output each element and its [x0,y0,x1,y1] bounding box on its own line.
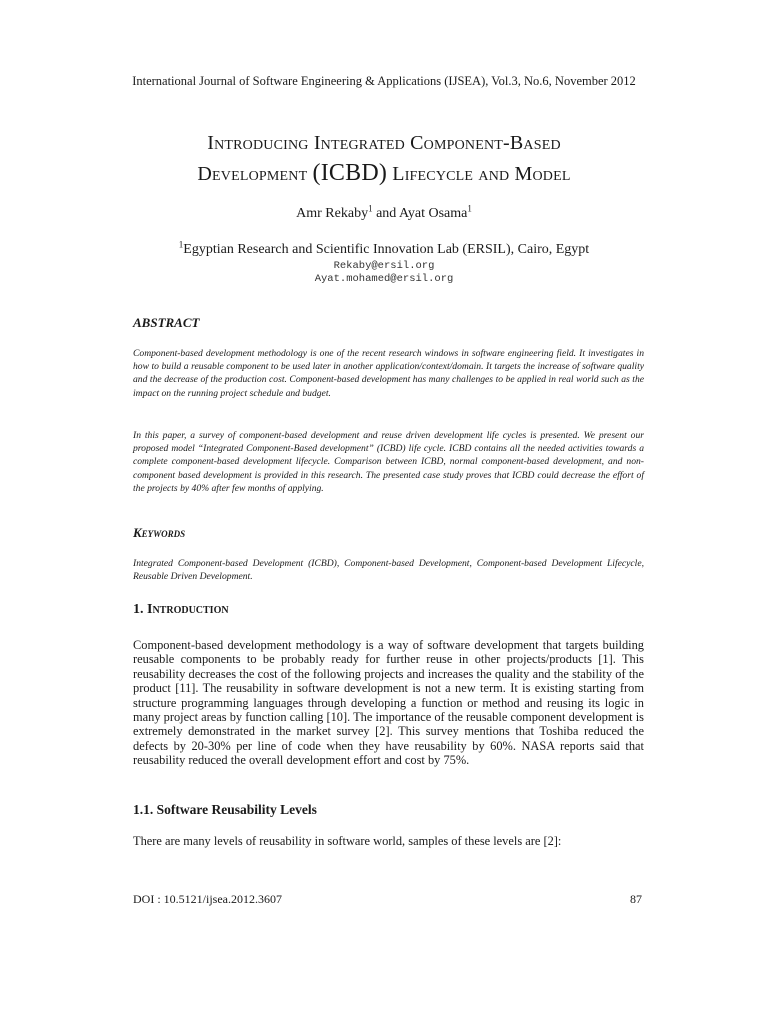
subsection-heading-text: 1.1. Software Reusability Levels [133,802,317,817]
introduction-paragraph: Component-based development methodology is a way of software development that targets building reusable components to be probably ready for further reuse in other projects/products [1]. This reusability decreases the cost of the following projects and increases the quality and the stability of the product [11]. The reusability in software development is not a new term. It is existing starting from structure programming languages through developing a function or method and reusing its logic in many project areas by function calling [10]. The importance of the reusable component development is extremely demonstrated in the market survey [2]. This survey mentions that Toshiba reduced the defects by 20-30% per line of code when they have reusability by 60%. NASA reports said that reusability reduced the overall development effort and cost by 75%. [133,638,644,768]
introduction-heading [133,600,644,618]
subsection-heading [133,801,644,819]
email-author-2[interactable]: Ayat.mohamed@ersil.org [314,273,454,285]
abstract-paragraph-1-block [133,347,644,400]
affiliation-mark: 1 [178,239,184,250]
affiliation-text: Egyptian Research and Scientific Innovation Lab (ERSIL), Cairo, Egypt [183,242,590,257]
abstract-paragraph-1: Component-based development methodology is one of the recent research windows in software engineering field. It investigates in how to build a reusable component to be used later in another application/context/domain. It targets the increase of software quality and the decrease of the production cost. Component-based development has many challenges to be applied in real world such as the impact on the running project schedule and budget. [133,348,644,399]
author-conjunction: and [372,206,400,221]
introduction-number: 1. [133,602,147,617]
keywords-heading-initial: K [133,525,142,540]
abstract-heading-text: ABSTRACT [133,315,200,330]
introduction-heading-initial: I [147,602,153,617]
keywords-text: Integrated Component-based Development (ICBD), Component-based Development, Component-based Development Lifecycle, Reusable Driven Development. [133,558,644,583]
subsection-paragraph-block [133,834,644,848]
keywords-heading-text [133,525,185,540]
affiliation [0,239,768,258]
title-line-2 [0,158,768,189]
running-header: International Journal of Software Engineering & Applications (IJSEA), Vol.3, No.6, November 2012 [132,74,636,88]
keywords-heading-rest: eywords [141,525,186,540]
author-2-affil-mark: 1 [467,203,472,214]
title-line-1: Introducing Integrated Component-Based [207,132,561,154]
footer-page-number: 87 [630,892,642,906]
title-line-2-pre: Development [197,163,313,185]
introduction-paragraph-block [133,638,644,768]
keywords-block [133,557,644,583]
introduction-heading-text [133,602,229,617]
author-list [0,203,768,222]
keywords-heading [133,524,644,542]
author-2: Ayat Osama [399,206,468,221]
abstract-paragraph-2-block [133,429,644,495]
abstract-paragraph-2: In this paper, a survey of component-based development and reuse driven development life cycles is presented. We present our proposed model “Integrated Component-Based development” (ICBD) life cycle. ICBD contains all the needed activities towards a complete component-based development lifecycle. Comparison between ICBD, normal component-based development, and non-component based development is provided in this research. The presented case study proves that ICBD could decrease the effort of the projects by 40% after few months of applying. [133,430,644,494]
title-acronym: (ICBD) [312,160,388,186]
email-author-1[interactable]: Rekaby@ersil.org [333,260,435,272]
email-list [0,260,768,286]
title-line-2-post: Lifecycle and Model [387,163,571,185]
introduction-heading-rest: ntroduction [152,602,229,617]
subsection-paragraph: There are many levels of reusability in software world, samples of these levels are [2]: [133,834,562,848]
footer-doi: DOI : 10.5121/ijsea.2012.3607 [133,892,282,906]
author-1-affil-mark: 1 [368,203,373,214]
author-1: Amr Rekaby [296,206,369,221]
paper-title [0,128,768,189]
abstract-heading [133,314,644,332]
